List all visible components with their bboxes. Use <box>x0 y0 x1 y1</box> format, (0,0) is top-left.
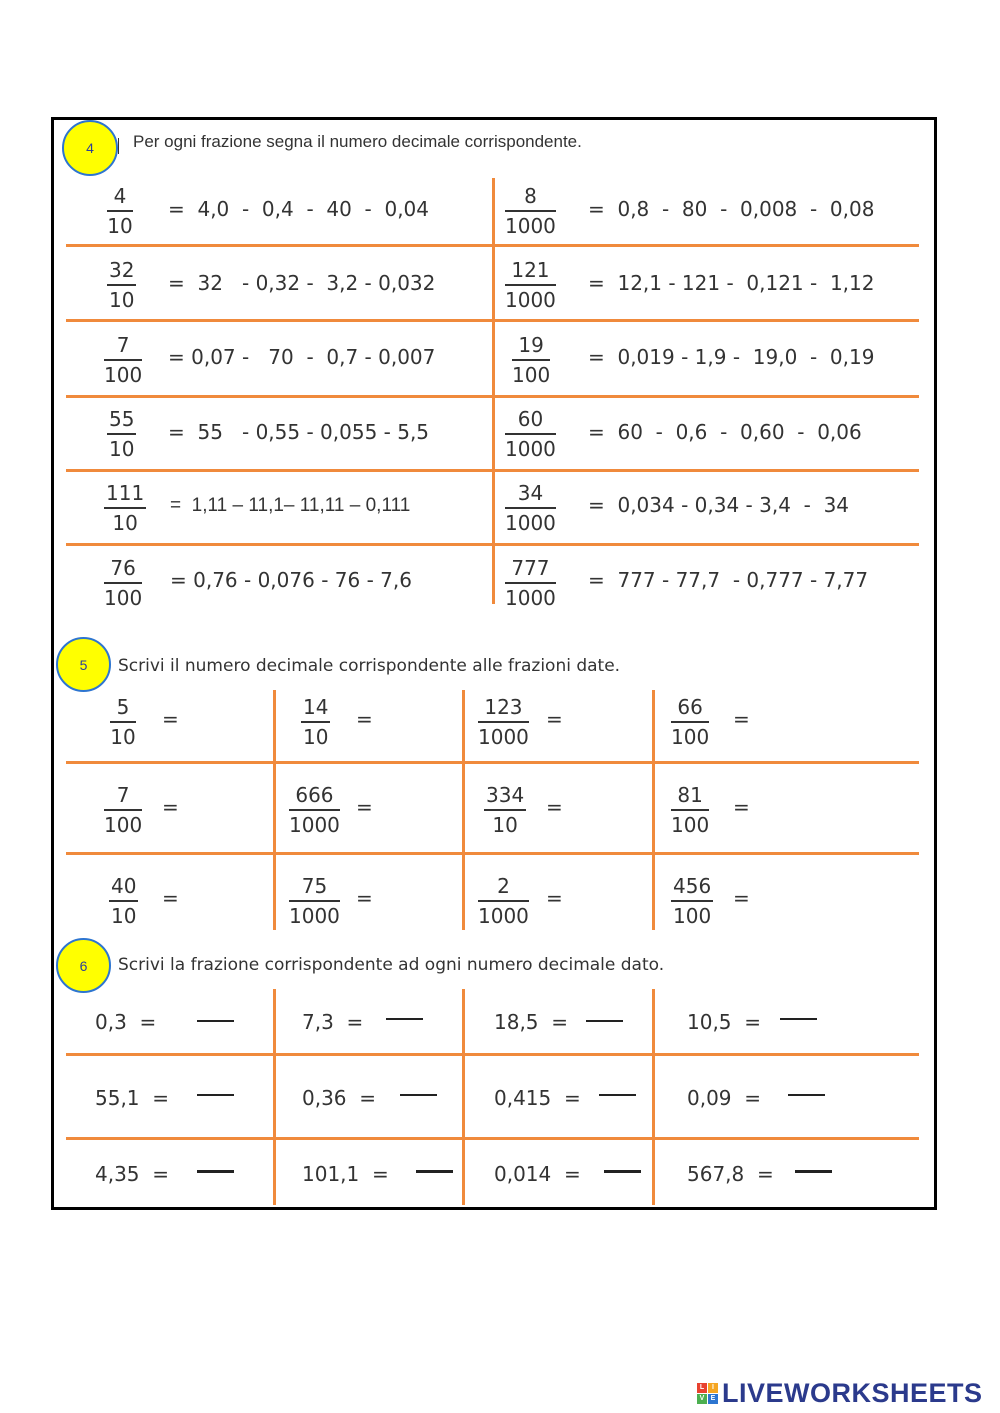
ex6-column-divider <box>273 989 276 1205</box>
denominator: 1000 <box>505 288 556 312</box>
fraction-bar <box>104 507 146 509</box>
fraction <box>505 555 556 611</box>
decimal-prompt: 18,5 = <box>494 1010 569 1034</box>
fraction-bar <box>289 900 340 902</box>
fraction <box>107 183 133 239</box>
equals-sign: = <box>733 886 750 910</box>
denominator: 100 <box>512 363 551 387</box>
answer-blank[interactable] <box>197 1020 234 1022</box>
fraction <box>512 332 550 388</box>
numerator: 7 <box>116 333 130 357</box>
answer-blank[interactable] <box>400 1094 437 1096</box>
denominator: 100 <box>673 904 712 928</box>
decimal-options[interactable]: = 0,07 - 70 - 0,7 - 0,007 <box>168 345 436 369</box>
denominator: 10 <box>492 813 518 837</box>
numerator: 777 <box>511 556 550 580</box>
text-cursor <box>118 138 119 154</box>
equals-sign: = <box>356 886 373 910</box>
fraction <box>110 694 136 750</box>
fraction <box>289 873 340 929</box>
fraction <box>104 480 146 536</box>
fraction <box>671 873 713 929</box>
denominator: 1000 <box>505 586 556 610</box>
answer-blank[interactable] <box>604 1170 641 1173</box>
decimal-options[interactable]: = 4,0 - 0,4 - 40 - 0,04 <box>168 197 430 221</box>
logo-letter: I <box>708 1383 718 1393</box>
numerator: 5 <box>116 695 130 719</box>
denominator: 1000 <box>505 511 556 535</box>
decimal-options[interactable]: = 60 - 0,6 - 0,60 - 0,06 <box>588 420 862 444</box>
numerator: 55 <box>109 407 135 431</box>
answer-blank[interactable] <box>795 1170 832 1173</box>
decimal-prompt: 0,3 = <box>95 1010 157 1034</box>
ex5-row-divider <box>66 852 919 855</box>
denominator: 100 <box>104 813 143 837</box>
fraction <box>505 480 556 536</box>
ex6-column-divider <box>462 989 465 1205</box>
denominator: 100 <box>671 725 710 749</box>
fraction-bar <box>505 433 556 435</box>
numerator: 40 <box>111 874 137 898</box>
ex5-row-divider <box>66 761 919 764</box>
denominator: 1000 <box>289 813 340 837</box>
equals-sign: = <box>356 795 373 819</box>
ex4-row-divider <box>66 543 919 546</box>
fraction-bar <box>289 809 340 811</box>
ex4-row-divider <box>66 395 919 398</box>
denominator: 1000 <box>478 904 529 928</box>
numerator: 123 <box>484 695 523 719</box>
fraction <box>671 694 709 750</box>
denominator: 1000 <box>478 725 529 749</box>
decimal-prompt: 0,014 = <box>494 1162 581 1186</box>
decimal-options[interactable]: = 777 - 77,7 - 0,777 - 7,77 <box>588 568 869 592</box>
fraction <box>104 332 142 388</box>
ex5-column-divider <box>462 690 465 930</box>
decimal-options[interactable]: = 12,1 - 121 - 0,121 - 1,12 <box>588 271 875 295</box>
fraction <box>505 406 556 462</box>
numerator: 121 <box>511 258 550 282</box>
logo-letter: E <box>708 1394 718 1404</box>
fraction-bar <box>505 582 556 584</box>
numerator: 75 <box>301 874 328 898</box>
equals-sign: = <box>546 707 563 731</box>
decimal-options[interactable]: = 55 - 0,55 - 0,055 - 5,5 <box>168 420 430 444</box>
decimal-options[interactable]: = 32 - 0,32 - 3,2 - 0,032 <box>168 271 436 295</box>
answer-blank[interactable] <box>197 1170 234 1173</box>
decimal-prompt: 10,5 = <box>687 1010 762 1034</box>
ex6-row-divider <box>66 1137 919 1140</box>
numerator: 19 <box>518 333 544 357</box>
equals-sign: = <box>733 707 750 731</box>
fraction-bar <box>484 809 526 811</box>
ex4-row-divider <box>66 244 919 247</box>
fraction <box>484 782 526 838</box>
fraction-bar <box>104 582 142 584</box>
fraction <box>301 694 330 750</box>
decimal-prompt: 0,09 = <box>687 1086 762 1110</box>
ex6-row-divider <box>66 1053 919 1056</box>
equals-sign: = <box>733 795 750 819</box>
denominator: 10 <box>111 904 137 928</box>
decimal-prompt: 55,1 = <box>95 1086 170 1110</box>
denominator: 1000 <box>505 214 556 238</box>
fraction-bar <box>671 721 709 723</box>
fraction <box>109 873 138 929</box>
numerator: 2 <box>497 874 510 898</box>
numerator: 7 <box>116 783 130 807</box>
decimal-options[interactable]: = 1,11 – 11,1– 11,11 – 0,111 <box>170 495 411 516</box>
numerator: 334 <box>486 783 525 807</box>
exercise-6-instruction: Scrivi la frazione corrispondente ad ogni numero decimale dato. <box>118 955 665 975</box>
logo-letter: V <box>697 1394 707 1404</box>
logo-letter: L <box>697 1383 707 1393</box>
fraction <box>104 782 142 838</box>
fraction-bar <box>110 721 136 723</box>
fraction-bar <box>104 809 142 811</box>
equals-sign: = <box>162 707 179 731</box>
fraction-bar <box>104 359 142 361</box>
decimal-prompt: 4,35 = <box>95 1162 170 1186</box>
denominator: 100 <box>104 363 143 387</box>
decimal-prompt: 0,415 = <box>494 1086 581 1110</box>
answer-blank[interactable] <box>386 1018 423 1020</box>
answer-blank[interactable] <box>197 1094 234 1096</box>
numerator: 14 <box>303 695 329 719</box>
fraction-bar <box>505 507 556 509</box>
fraction-bar <box>671 900 713 902</box>
decimal-options[interactable]: = 0,034 - 0,34 - 3,4 - 34 <box>588 493 850 517</box>
decimal-prompt: 7,3 = <box>302 1010 364 1034</box>
decimal-options[interactable]: = 0,8 - 80 - 0,008 - 0,08 <box>588 197 875 221</box>
decimal-prompt: 567,8 = <box>687 1162 774 1186</box>
numerator: 111 <box>106 481 145 505</box>
fraction-bar <box>107 284 136 286</box>
numerator: 4 <box>113 184 127 208</box>
ex5-column-divider <box>652 690 655 930</box>
decimal-options[interactable]: = 0,76 - 0,076 - 76 - 7,6 <box>170 568 412 592</box>
logo-text: LIVEWORKSHEETS <box>722 1378 983 1408</box>
denominator: 10 <box>303 725 329 749</box>
exercise-4-instruction: Per ogni frazione segna il numero decimale corrispondente. <box>133 132 582 151</box>
denominator: 100 <box>104 586 143 610</box>
denominator: 10 <box>109 288 135 312</box>
fraction-bar <box>109 900 138 902</box>
ex4-center-divider <box>492 178 495 604</box>
denominator: 10 <box>109 437 135 461</box>
answer-blank[interactable] <box>599 1094 636 1096</box>
denominator: 1000 <box>289 904 340 928</box>
equals-sign: = <box>546 886 563 910</box>
exercise-5-badge: 5 <box>56 637 111 692</box>
denominator: 100 <box>671 813 710 837</box>
equals-sign: = <box>546 795 563 819</box>
numerator: 8 <box>524 184 537 208</box>
fraction-bar <box>107 433 136 435</box>
liveworksheets-logo-icon <box>697 1383 718 1404</box>
equals-sign: = <box>356 707 373 731</box>
exercise-6-badge: 6 <box>56 938 111 993</box>
equals-sign: = <box>162 795 179 819</box>
fraction-bar <box>505 284 556 286</box>
ex4-row-divider <box>66 469 919 472</box>
fraction <box>505 257 556 313</box>
fraction-bar <box>107 210 133 212</box>
exercise-5-instruction: Scrivi il numero decimale corrispondente alle frazioni date. <box>118 656 621 676</box>
numerator: 34 <box>517 481 544 505</box>
numerator: 76 <box>110 556 136 580</box>
exercise-4-badge: 4 <box>62 120 118 176</box>
answer-blank[interactable] <box>780 1018 817 1020</box>
fraction <box>505 183 556 239</box>
fraction-bar <box>478 900 529 902</box>
fraction-bar <box>478 721 529 723</box>
decimal-prompt: 101,1 = <box>302 1162 389 1186</box>
numerator: 60 <box>517 407 544 431</box>
numerator: 456 <box>673 874 712 898</box>
fraction <box>104 555 142 611</box>
equals-sign: = <box>162 886 179 910</box>
fraction-bar <box>512 359 550 361</box>
fraction <box>478 873 529 929</box>
numerator: 32 <box>109 258 135 282</box>
denominator: 10 <box>112 511 138 535</box>
denominator: 10 <box>107 214 133 238</box>
numerator: 666 <box>295 783 334 807</box>
ex5-column-divider <box>273 690 276 930</box>
numerator: 66 <box>677 695 703 719</box>
fraction-bar <box>301 721 330 723</box>
fraction <box>289 782 340 838</box>
fraction-bar <box>505 210 556 212</box>
fraction <box>671 782 709 838</box>
fraction <box>478 694 529 750</box>
answer-blank[interactable] <box>788 1094 825 1096</box>
fraction <box>107 406 136 462</box>
denominator: 1000 <box>505 437 556 461</box>
ex6-column-divider <box>652 989 655 1205</box>
decimal-options[interactable]: = 0,019 - 1,9 - 19,0 - 0,19 <box>588 345 875 369</box>
denominator: 10 <box>110 725 136 749</box>
answer-blank[interactable] <box>416 1170 453 1173</box>
liveworksheets-logo <box>697 1378 983 1409</box>
ex4-row-divider <box>66 319 919 322</box>
answer-blank[interactable] <box>586 1020 623 1022</box>
numerator: 81 <box>677 783 703 807</box>
fraction <box>107 257 136 313</box>
fraction-bar <box>671 809 709 811</box>
decimal-prompt: 0,36 = <box>302 1086 377 1110</box>
